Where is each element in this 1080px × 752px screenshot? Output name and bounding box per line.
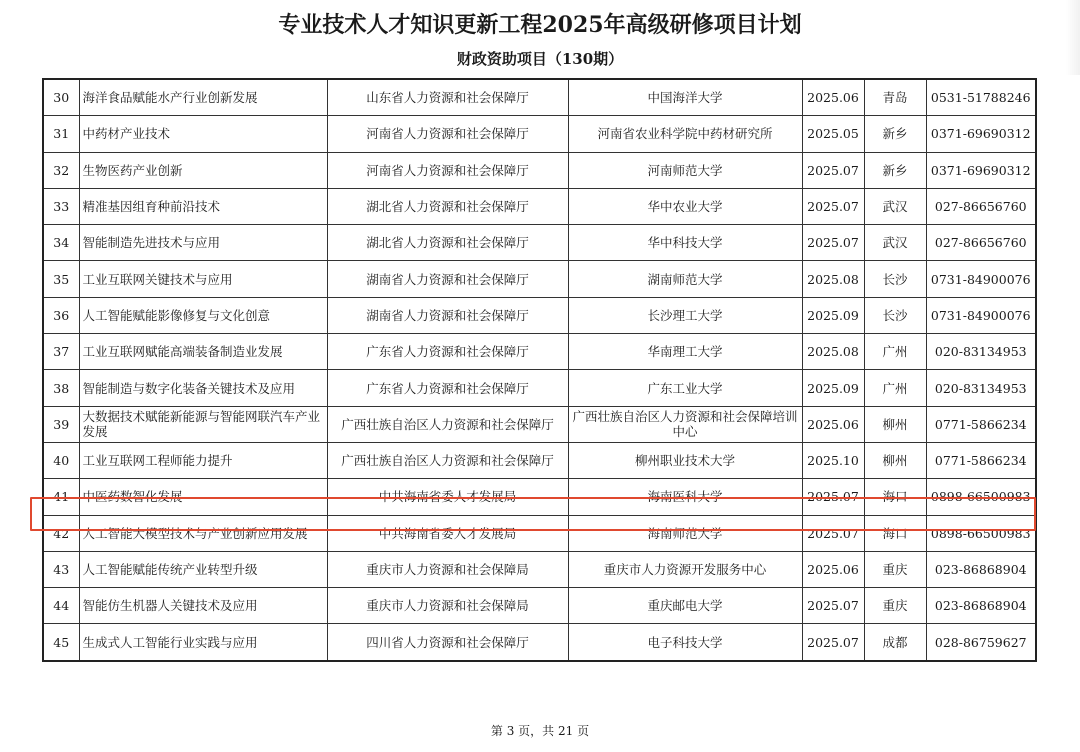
project-name-cell: 工业互联网关键技术与应用 — [79, 261, 327, 297]
city-cell: 柳州 — [864, 406, 926, 442]
row-number-cell: 35 — [43, 261, 79, 297]
city-cell: 新乡 — [864, 152, 926, 188]
contact-phone-cell: 0731-84900076 — [926, 261, 1036, 297]
organizing-unit-cell: 中共海南省委人才发展局 — [327, 479, 568, 515]
organizing-unit-cell: 广东省人力资源和社会保障厅 — [327, 334, 568, 370]
project-name-cell: 精准基因组育种前沿技术 — [79, 188, 327, 224]
contact-phone-cell: 0898-66500983 — [926, 515, 1036, 551]
date-cell: 2025.07 — [802, 515, 864, 551]
page-number: 第 3 页，共 21 页 — [490, 724, 590, 738]
organizing-unit-cell: 广东省人力资源和社会保障厅 — [327, 370, 568, 406]
table-row — [43, 188, 1036, 224]
host-unit-cell: 重庆市人力资源开发服务中心 — [568, 551, 802, 587]
date-cell: 2025.07 — [802, 188, 864, 224]
date-cell: 2025.06 — [802, 551, 864, 587]
organizing-unit-cell: 四川省人力资源和社会保障厅 — [327, 624, 568, 661]
city-cell: 长沙 — [864, 297, 926, 333]
city-cell: 柳州 — [864, 442, 926, 478]
organizing-unit-cell: 广西壮族自治区人力资源和社会保障厅 — [327, 442, 568, 478]
host-unit-cell: 长沙理工大学 — [568, 297, 802, 333]
date-cell: 2025.07 — [802, 152, 864, 188]
table-row — [43, 261, 1036, 297]
host-unit-cell: 河南省农业科学院中药材研究所 — [568, 116, 802, 152]
row-number-cell: 38 — [43, 370, 79, 406]
row-number-cell: 40 — [43, 442, 79, 478]
organizing-unit-cell: 重庆市人力资源和社会保障局 — [327, 588, 568, 624]
host-unit-cell: 华中农业大学 — [568, 188, 802, 224]
row-number-cell: 44 — [43, 588, 79, 624]
project-name-cell: 智能仿生机器人关键技术及应用 — [79, 588, 327, 624]
contact-phone-cell: 0731-84900076 — [926, 297, 1036, 333]
city-cell: 成都 — [864, 624, 926, 661]
project-name-cell: 人工智能赋能影像修复与文化创意 — [79, 297, 327, 333]
organizing-unit-cell: 河南省人力资源和社会保障厅 — [327, 116, 568, 152]
project-name-cell: 智能制造与数字化装备关键技术及应用 — [79, 370, 327, 406]
project-name-cell: 智能制造先进技术与应用 — [79, 225, 327, 261]
city-cell: 海口 — [864, 479, 926, 515]
row-number-cell: 36 — [43, 297, 79, 333]
organizing-unit-cell: 湖南省人力资源和社会保障厅 — [327, 261, 568, 297]
table-row — [43, 479, 1036, 515]
project-name-cell: 生成式人工智能行业实践与应用 — [79, 624, 327, 661]
contact-phone-cell: 023-86868904 — [926, 588, 1036, 624]
row-number-cell: 41 — [43, 479, 79, 515]
date-cell: 2025.06 — [802, 406, 864, 442]
host-unit-cell: 海南师范大学 — [568, 515, 802, 551]
table-row — [43, 116, 1036, 152]
host-unit-cell: 柳州职业技术大学 — [568, 442, 802, 478]
host-unit-cell: 海南医科大学 — [568, 479, 802, 515]
organizing-unit-cell: 湖南省人力资源和社会保障厅 — [327, 297, 568, 333]
city-cell: 广州 — [864, 370, 926, 406]
contact-phone-cell: 0371-69690312 — [926, 152, 1036, 188]
row-number-cell: 33 — [43, 188, 79, 224]
contact-phone-cell: 027-86656760 — [926, 188, 1036, 224]
contact-phone-cell: 028-86759627 — [926, 624, 1036, 661]
table-row — [43, 79, 1036, 116]
table-row — [43, 515, 1036, 551]
city-cell: 武汉 — [864, 225, 926, 261]
city-cell: 重庆 — [864, 551, 926, 587]
table-row — [43, 297, 1036, 333]
contact-phone-cell: 023-86868904 — [926, 551, 1036, 587]
project-name-cell: 人工智能赋能传统产业转型升级 — [79, 551, 327, 587]
project-table-body — [43, 79, 1036, 661]
table-row — [43, 406, 1036, 442]
table-row — [43, 442, 1036, 478]
table-row — [43, 370, 1036, 406]
host-unit-cell: 重庆邮电大学 — [568, 588, 802, 624]
contact-phone-cell: 027-86656760 — [926, 225, 1036, 261]
page-title: 专业技术人才知识更新工程2025年高级研修项目计划 — [278, 12, 802, 38]
row-number-cell: 45 — [43, 624, 79, 661]
organizing-unit-cell: 河南省人力资源和社会保障厅 — [327, 152, 568, 188]
contact-phone-cell: 0531-51788246 — [926, 79, 1036, 116]
city-cell: 青岛 — [864, 79, 926, 116]
row-number-cell: 43 — [43, 551, 79, 587]
host-unit-cell: 华中科技大学 — [568, 225, 802, 261]
date-cell: 2025.08 — [802, 261, 864, 297]
table-row — [43, 551, 1036, 587]
organizing-unit-cell: 广西壮族自治区人力资源和社会保障厅 — [327, 406, 568, 442]
host-unit-cell: 广东工业大学 — [568, 370, 802, 406]
city-cell: 新乡 — [864, 116, 926, 152]
host-unit-cell: 湖南师范大学 — [568, 261, 802, 297]
date-cell: 2025.10 — [802, 442, 864, 478]
project-plan-table — [42, 78, 1037, 662]
date-cell: 2025.08 — [802, 334, 864, 370]
table-row — [43, 225, 1036, 261]
city-cell: 武汉 — [864, 188, 926, 224]
date-cell: 2025.06 — [802, 79, 864, 116]
date-cell: 2025.07 — [802, 588, 864, 624]
host-unit-cell: 广西壮族自治区人力资源和社会保障培训中心 — [568, 406, 802, 442]
project-name-cell: 大数据技术赋能新能源与智能网联汽车产业发展 — [79, 406, 327, 442]
table-row — [43, 152, 1036, 188]
city-cell: 广州 — [864, 334, 926, 370]
row-number-cell: 42 — [43, 515, 79, 551]
organizing-unit-cell: 湖北省人力资源和社会保障厅 — [327, 225, 568, 261]
table-row — [43, 624, 1036, 661]
organizing-unit-cell: 山东省人力资源和社会保障厅 — [327, 79, 568, 116]
contact-phone-cell: 0771-5866234 — [926, 406, 1036, 442]
city-cell: 长沙 — [864, 261, 926, 297]
organizing-unit-cell: 中共海南省委人才发展局 — [327, 515, 568, 551]
host-unit-cell: 华南理工大学 — [568, 334, 802, 370]
city-cell: 海口 — [864, 515, 926, 551]
project-name-cell: 中医药数智化发展 — [79, 479, 327, 515]
row-number-cell: 39 — [43, 406, 79, 442]
date-cell: 2025.07 — [802, 479, 864, 515]
row-number-cell: 31 — [43, 116, 79, 152]
project-name-cell: 工业互联网赋能高端装备制造业发展 — [79, 334, 327, 370]
project-name-cell: 工业互联网工程师能力提升 — [79, 442, 327, 478]
project-name-cell: 生物医药产业创新 — [79, 152, 327, 188]
table-row — [43, 588, 1036, 624]
contact-phone-cell: 0771-5866234 — [926, 442, 1036, 478]
host-unit-cell: 河南师范大学 — [568, 152, 802, 188]
contact-phone-cell: 020-83134953 — [926, 370, 1036, 406]
table-row — [43, 334, 1036, 370]
date-cell: 2025.09 — [802, 370, 864, 406]
contact-phone-cell: 0371-69690312 — [926, 116, 1036, 152]
contact-phone-cell: 020-83134953 — [926, 334, 1036, 370]
row-number-cell: 37 — [43, 334, 79, 370]
project-name-cell: 人工智能大模型技术与产业创新应用发展 — [79, 515, 327, 551]
row-number-cell: 30 — [43, 79, 79, 116]
organizing-unit-cell: 重庆市人力资源和社会保障局 — [327, 551, 568, 587]
project-name-cell: 海洋食品赋能水产行业创新发展 — [79, 79, 327, 116]
page-subtitle: 财政资助项目（130期） — [456, 50, 624, 68]
date-cell: 2025.07 — [802, 624, 864, 661]
row-number-cell: 32 — [43, 152, 79, 188]
project-name-cell: 中药材产业技术 — [79, 116, 327, 152]
host-unit-cell: 电子科技大学 — [568, 624, 802, 661]
row-number-cell: 34 — [43, 225, 79, 261]
host-unit-cell: 中国海洋大学 — [568, 79, 802, 116]
date-cell: 2025.05 — [802, 116, 864, 152]
organizing-unit-cell: 湖北省人力资源和社会保障厅 — [327, 188, 568, 224]
contact-phone-cell: 0898-66500983 — [926, 479, 1036, 515]
city-cell: 重庆 — [864, 588, 926, 624]
date-cell: 2025.09 — [802, 297, 864, 333]
date-cell: 2025.07 — [802, 225, 864, 261]
